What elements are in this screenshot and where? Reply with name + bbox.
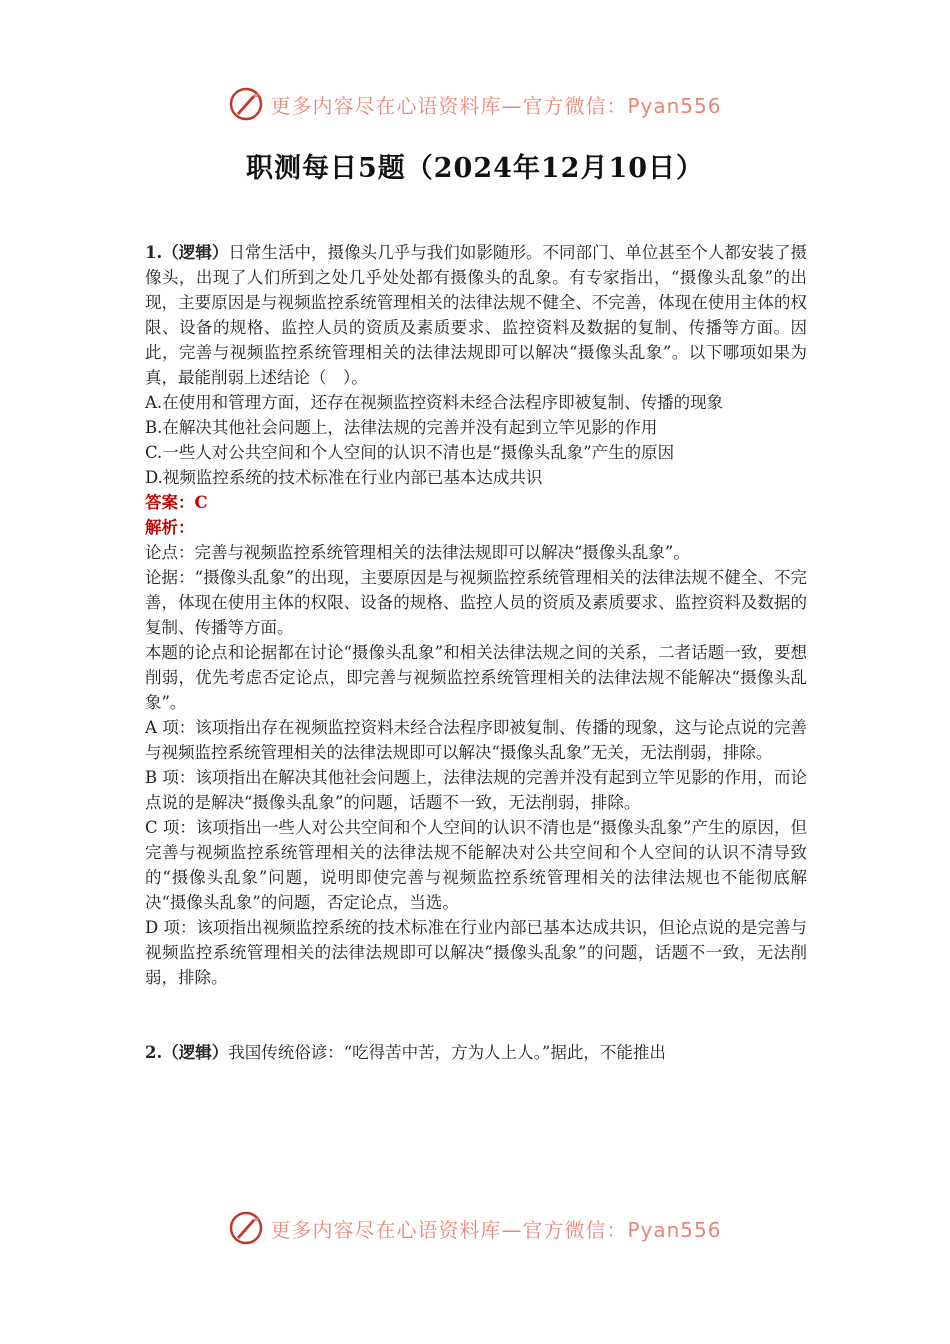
option-d: D.视频监控系统的技术标准在行业内部已基本达成共识 bbox=[145, 468, 543, 487]
question-2-number: 2.（逻辑） bbox=[145, 1043, 229, 1062]
header-banner bbox=[0, 84, 950, 124]
banner-text: 更多内容尽在心语资料库—官方微信：Pyan556 bbox=[270, 1217, 722, 1242]
analysis-evidence: 论据：“摄像头乱象”的出现，主要原因是与视频监控系统管理相关的法律法规不健全、不完善，体现在使用主体的权限、设备的规格、监控人员的资质及素质要求、监控资料及数据的复制、传播等方面。 bbox=[145, 568, 807, 637]
question-1-stem bbox=[145, 240, 807, 390]
option-a: A.在使用和管理方面，还存在视频监控资料未经合法程序即被复制、传播的现象 bbox=[145, 393, 724, 412]
analysis-thesis: 论点：完善与视频监控系统管理相关的法律法规即可以解决“摄像头乱象”。 bbox=[145, 543, 690, 562]
question-2-text: 我国传统俗谚：“吃得苦中苦，方为人上人。”据此，不能推出 bbox=[228, 1043, 666, 1062]
quill-logo-icon bbox=[228, 1210, 264, 1246]
analysis-approach: 本题的论点和论据都在讨论“摄像头乱象”和相关法律法规之间的关系，二者话题一致，要想削弱，优先考虑否定论点，即完善与视频监控系统管理相关的法律法规不能解决“摄像头乱象”。 bbox=[145, 643, 807, 712]
question-1-number: 1.（逻辑） bbox=[145, 243, 229, 262]
banner-text: 更多内容尽在心语资料库—官方微信：Pyan556 bbox=[270, 93, 722, 118]
question-2-stem bbox=[145, 1040, 807, 1065]
question-1-text: 日常生活中，摄像头几乎与我们如影随形。不同部门、单位甚至个人都安装了摄像头，出现了人们所到之处几乎处处都有摄像头的乱象。有专家指出，“摄像头乱象”的出现，主要原因是与视频监控系统管理相关的法律法规不健全、不完善，体现在使用主体的权限、设备的规格、监控人员的资质及素质要求、监控资料及数据的复制、传播等方面。因此，完善与视频监控系统管理相关的法律法规即可以解决“摄像头乱象”。以下哪项如果为真，最能削弱上述结论（ ）。 bbox=[145, 243, 807, 387]
analysis-option-d: D 项：该项指出视频监控系统的技术标准在行业内部已基本达成共识，但论点说的是完善与视频监控系统管理相关的法律法规即可以解决“摄像头乱象”的问题，话题不一致，无法削弱，排除。 bbox=[145, 918, 807, 987]
analysis-option-b: B 项：该项指出在解决其他社会问题上，法律法规的完善并没有起到立竿见影的作用，而论点说的是解决“摄像头乱象”的问题，话题不一致，无法削弱，排除。 bbox=[145, 768, 807, 812]
answer-label: 答案：C bbox=[145, 493, 208, 512]
document-body bbox=[145, 240, 807, 1065]
question-spacer bbox=[145, 990, 807, 1040]
page-title: 职测每日5题（2024年12月10日） bbox=[245, 153, 705, 184]
quill-logo-icon bbox=[228, 86, 264, 122]
option-b: B.在解决其他社会问题上，法律法规的完善并没有起到立竿见影的作用 bbox=[145, 418, 658, 437]
option-c: C.一些人对公共空间和个人空间的认识不清也是“摄像头乱象”产生的原因 bbox=[145, 443, 675, 462]
footer-banner bbox=[0, 1208, 950, 1248]
analysis-option-c: C 项：该项指出一些人对公共空间和个人空间的认识不清也是“摄像头乱象”产生的原因，但完善与视频监控系统管理相关的法律法规不能解决对公共空间和个人空间的认识不清导致的“摄像头乱象”问题，说明即使完善与视频监控系统管理相关的法律法规也不能彻底解决“摄像头乱象”的问题，否定论点，当选。 bbox=[145, 818, 807, 912]
analysis-label: 解析： bbox=[145, 518, 195, 537]
analysis-option-a: A 项：该项指出存在视频监控资料未经合法程序即被复制、传播的现象，这与论点说的完善与视频监控系统管理相关的法律法规即可以解决“摄像头乱象”无关，无法削弱，排除。 bbox=[145, 718, 807, 762]
